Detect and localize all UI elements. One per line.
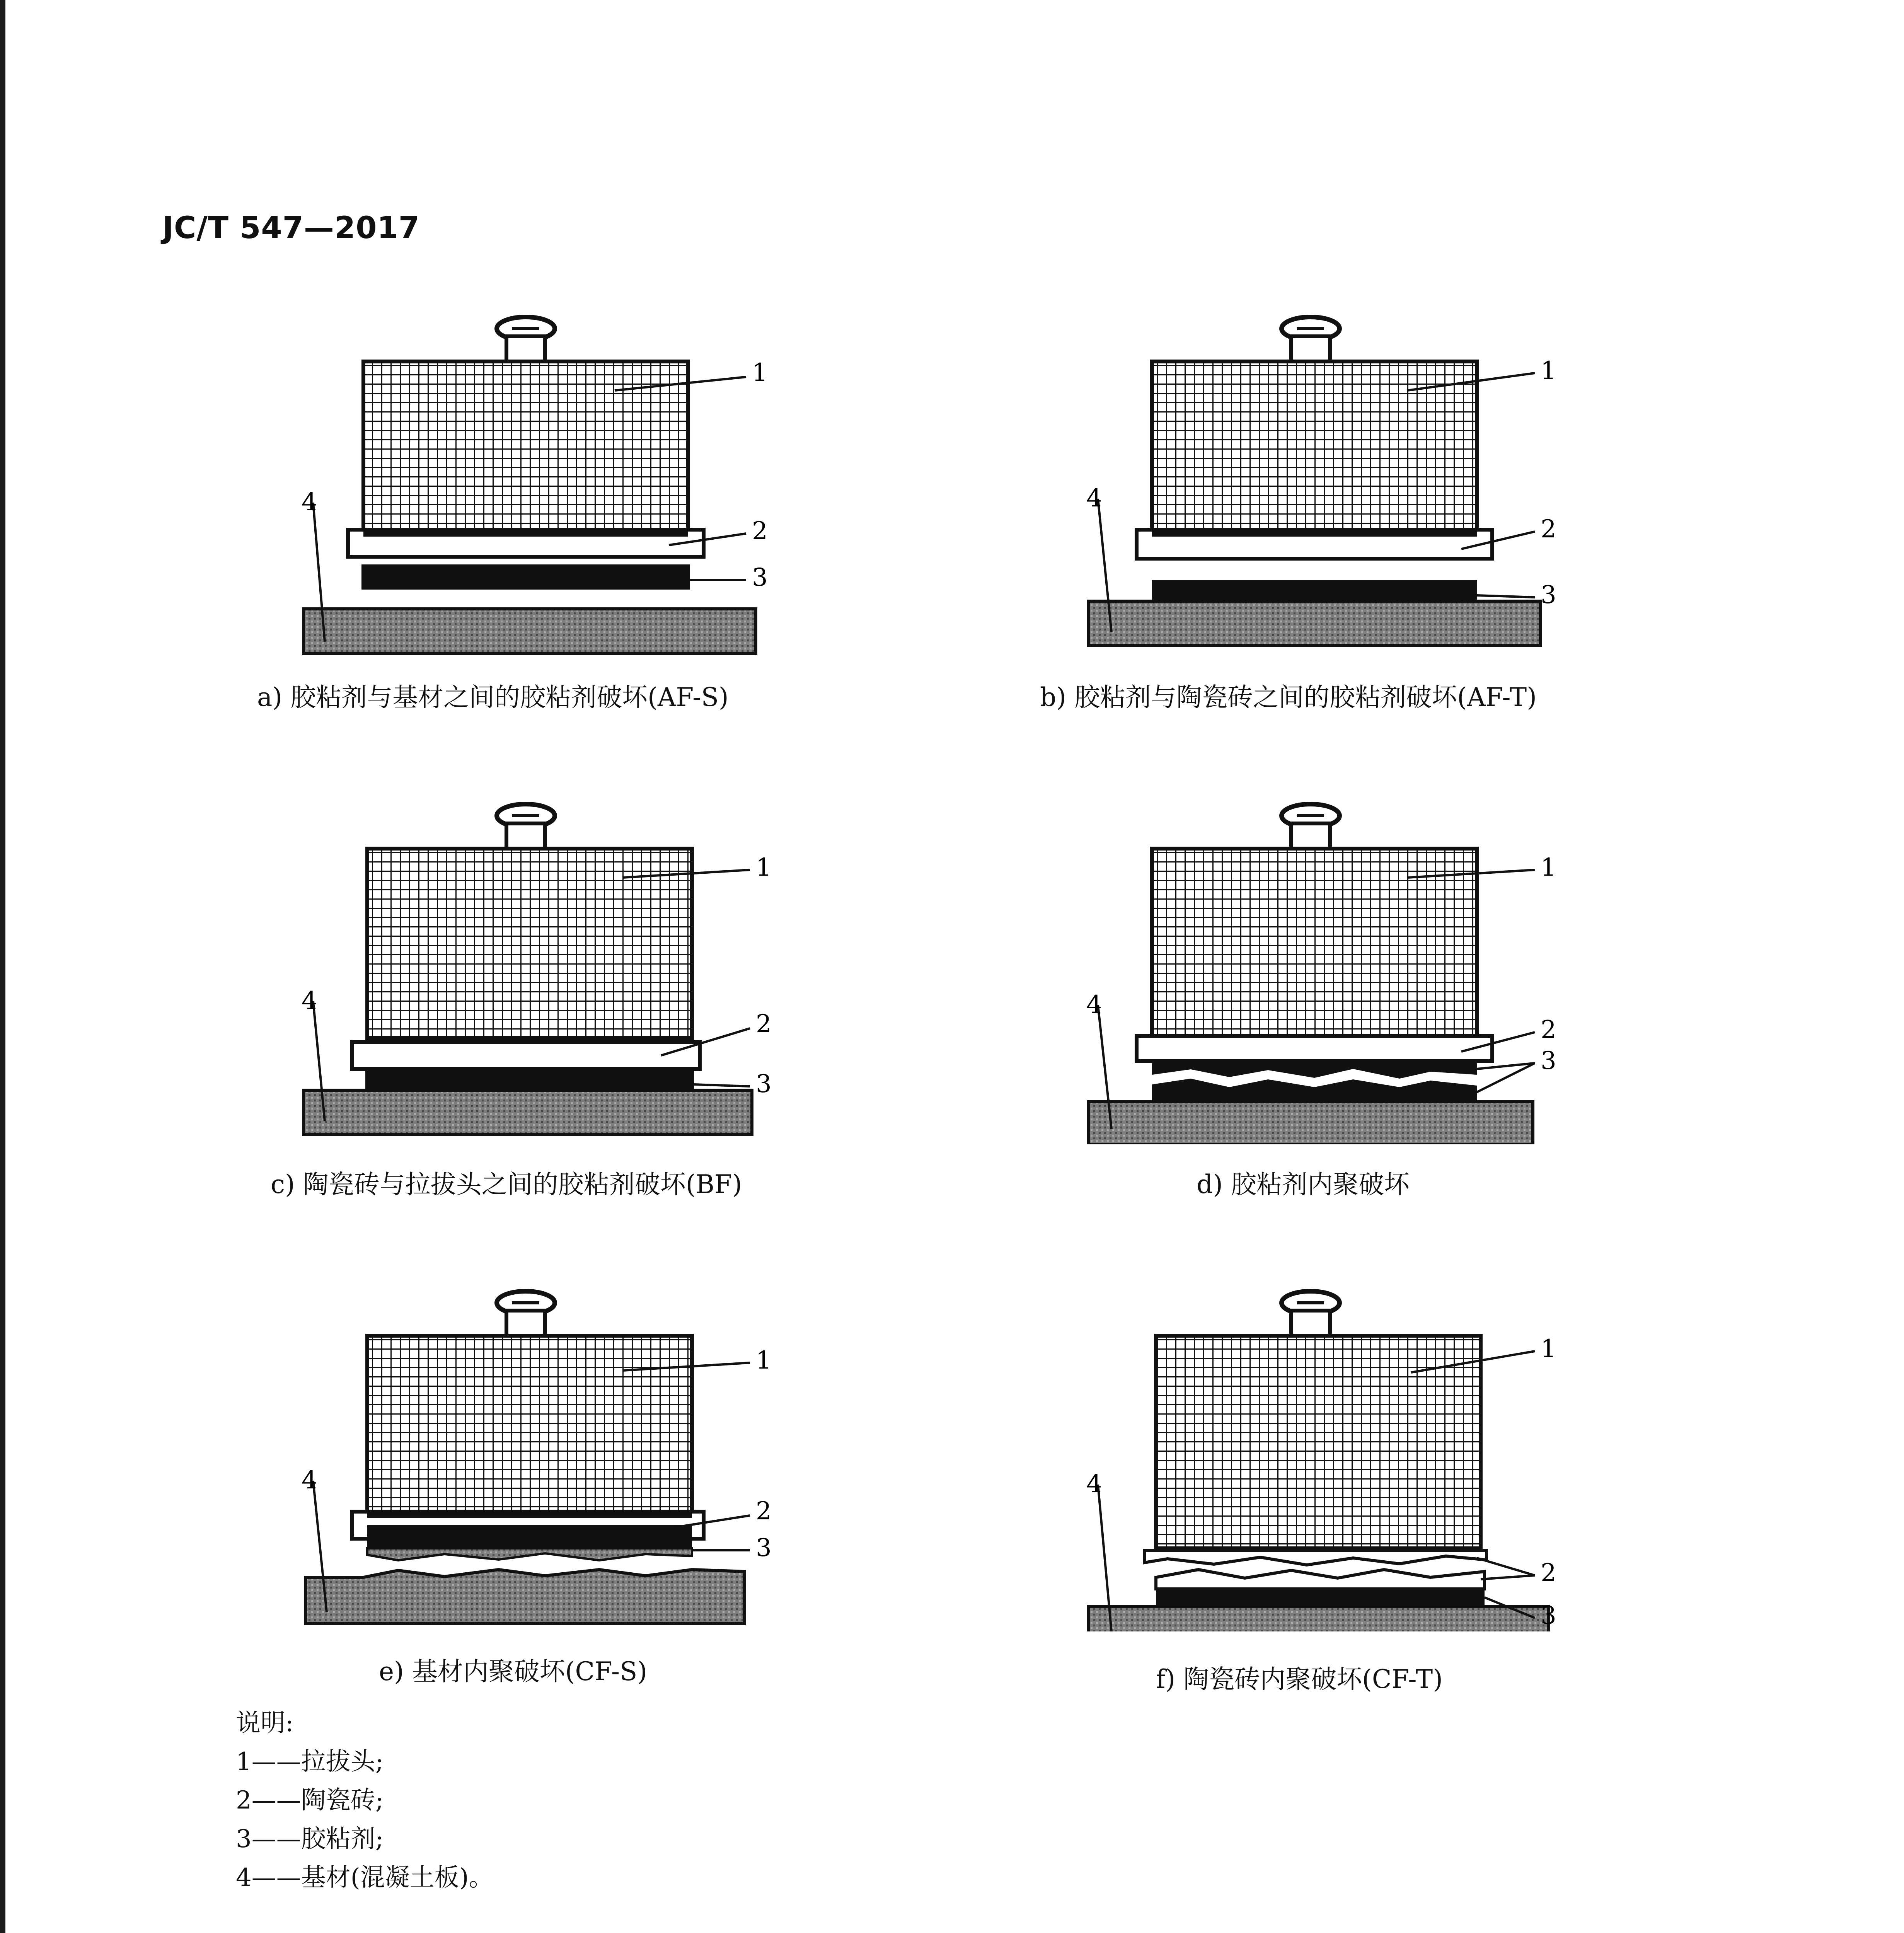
callout-4: 4 xyxy=(1086,990,1102,1019)
legend-item: 3——胶粘剂; xyxy=(236,1825,384,1853)
caption-c: c) 陶瓷砖与拉拔头之间的胶粘剂破坏(BF) xyxy=(271,1169,742,1199)
tile-grid xyxy=(363,361,688,530)
substrate xyxy=(303,1090,752,1135)
callout-1: 1 xyxy=(1541,853,1556,882)
substrate xyxy=(1088,601,1541,646)
substrate xyxy=(305,1570,744,1624)
adhesive-layer xyxy=(1156,1589,1485,1606)
tile-upper-fragment xyxy=(1144,1550,1486,1565)
figure-panel-f xyxy=(1082,1284,1616,1631)
callout-1: 1 xyxy=(756,853,772,882)
callout-3: 3 xyxy=(1541,1047,1556,1075)
callout-2: 2 xyxy=(1541,1016,1556,1044)
pull-head xyxy=(497,317,555,361)
pull-head xyxy=(497,804,555,849)
caption-a: a) 胶粘剂与基材之间的胶粘剂破坏(AF-S) xyxy=(257,682,729,712)
substrate xyxy=(303,609,756,653)
callout-3: 3 xyxy=(1541,581,1556,609)
scan-edge-left xyxy=(0,0,5,1933)
tile-plate xyxy=(1137,1036,1492,1061)
legend-item: 4——基材(混凝土板)。 xyxy=(236,1863,494,1892)
callout-1: 1 xyxy=(756,1346,772,1375)
callout-1: 1 xyxy=(1541,356,1556,385)
figure-panel-a xyxy=(298,309,831,657)
legend-item: 2——陶瓷砖; xyxy=(236,1786,384,1815)
substrate xyxy=(1088,1606,1548,1631)
adhesive-lower xyxy=(1152,1079,1477,1102)
caption-f: f) 陶瓷砖内聚破坏(CF-T) xyxy=(1156,1664,1443,1694)
callout-1: 1 xyxy=(752,358,768,387)
callout-1: 1 xyxy=(1541,1335,1556,1363)
callout-3: 3 xyxy=(756,1070,772,1098)
adhesive-upper xyxy=(1152,1063,1477,1079)
tile-plate xyxy=(352,1042,700,1069)
caption-b: b) 胶粘剂与陶瓷砖之间的胶粘剂破坏(AF-T) xyxy=(1040,682,1537,712)
callout-3: 3 xyxy=(1541,1601,1556,1630)
adhesive-layer xyxy=(361,564,690,590)
pull-head xyxy=(1282,317,1340,361)
pull-head xyxy=(1282,804,1340,849)
caption-d: d) 胶粘剂内聚破坏 xyxy=(1197,1169,1410,1199)
callout-4: 4 xyxy=(1086,1470,1102,1498)
callout-2: 2 xyxy=(756,1497,772,1526)
callout-4: 4 xyxy=(302,1466,317,1495)
substrate xyxy=(1088,1102,1533,1144)
figure-title xyxy=(816,1931,993,1933)
figure-panel-b xyxy=(1082,309,1616,657)
callout-2: 2 xyxy=(1541,1559,1556,1587)
callout-3: 3 xyxy=(752,563,768,592)
standard-code: JC/T 547—2017 xyxy=(162,211,420,245)
tile-lower-fragment xyxy=(1156,1570,1485,1589)
figure-panel-d xyxy=(1082,796,1616,1144)
pull-head xyxy=(497,1291,555,1336)
callout-4: 4 xyxy=(302,987,317,1015)
legend-title: 说明: xyxy=(236,1709,294,1737)
caption-e: e) 基材内聚破坏(CF-S) xyxy=(379,1657,648,1686)
substrate-fragment xyxy=(367,1548,692,1560)
figure-panel-c xyxy=(298,796,831,1144)
adhesive-layer xyxy=(367,1525,692,1548)
legend-item: 1——拉拔头; xyxy=(236,1747,384,1776)
tile-grid xyxy=(1156,1336,1481,1548)
callout-2: 2 xyxy=(1541,515,1556,544)
figure-panel-e xyxy=(298,1284,831,1631)
callout-4: 4 xyxy=(1086,484,1102,513)
callout-4: 4 xyxy=(302,488,317,516)
tile-grid xyxy=(367,1336,692,1512)
pull-head xyxy=(1282,1291,1340,1336)
callout-2: 2 xyxy=(756,1010,772,1038)
callout-2: 2 xyxy=(752,517,768,545)
callout-3: 3 xyxy=(756,1534,772,1562)
